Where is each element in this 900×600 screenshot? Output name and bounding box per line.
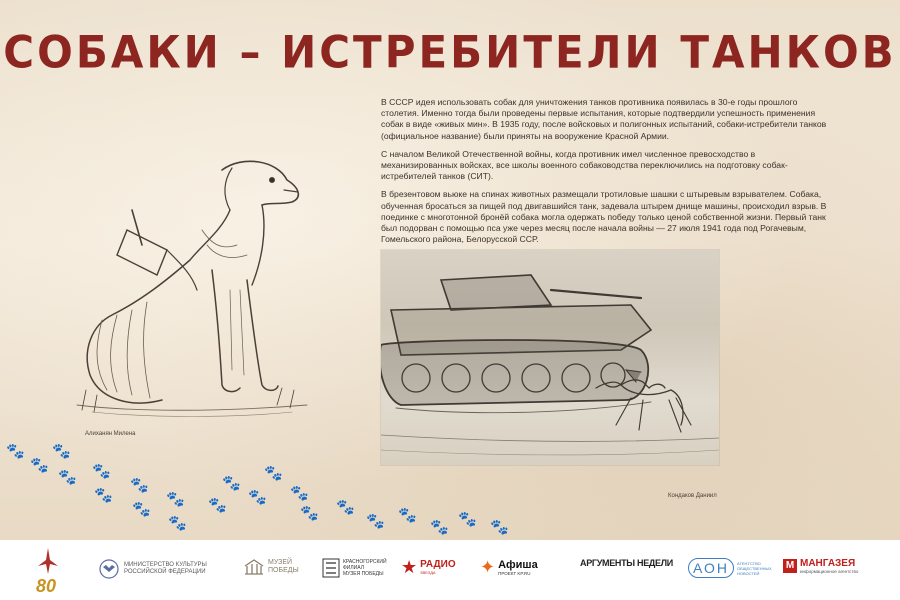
paw-print-icon: 🐾 xyxy=(168,515,187,532)
afisha-star-icon: ✦ xyxy=(480,557,496,577)
paw-print-icon: 🐾 xyxy=(248,489,267,506)
paw-print-icon: 🐾 xyxy=(58,469,77,486)
arguments-nedeli-logo xyxy=(580,558,673,568)
mangazeya-m-icon: M xyxy=(783,559,797,573)
paw-print-icon: 🐾 xyxy=(92,463,111,480)
krasnogorsk-line-2: ФИЛИАЛ xyxy=(343,565,364,571)
aon-agency-logo xyxy=(688,558,772,578)
museum-victory-logo xyxy=(243,558,299,576)
mangazeya-label: МАНГАЗЕЯ xyxy=(800,558,856,569)
arguments-label: АРГУМЕНТЫ НЕДЕЛИ xyxy=(580,558,673,568)
paw-print-icon: 🐾 xyxy=(130,477,149,494)
paw-print-icon: 🐾 xyxy=(264,465,283,482)
paw-print-icon: 🐾 xyxy=(222,475,241,492)
ministry-culture-logo xyxy=(98,558,207,580)
paw-print-icon: 🐾 xyxy=(430,519,449,536)
paw-print-icon: 🐾 xyxy=(366,513,385,530)
paw-print-icon: 🐾 xyxy=(336,499,355,516)
paragraph: В СССР идея использовать собак для уничтожения танков противника появилась в 30-е годы прошлого столетия. Именно тогда были проведены первые испытания, которые подтвердили успешность применения собак в виде «живых мин». В 1935 году, после войсковых и полигонных испытаний, собаки-истребители танков (официальное название) были приняты на вооружение Красной Армии. xyxy=(381,97,827,141)
tank-drawing-caption: Кондаков Даниил xyxy=(668,493,717,499)
victory-monument-icon xyxy=(30,546,66,576)
dog-drawing-caption: Алиханян Милена xyxy=(85,431,136,437)
krasnogorsk-emblem-icon xyxy=(322,558,340,578)
paw-print-icon: 🐾 xyxy=(458,511,477,528)
paw-prints-decoration xyxy=(0,430,520,540)
paragraph: В брезентовом вьюке на спинах животных размещали тротиловые шашки с штыревым взрывателем. Собака, обученная бросаться за пищей под двигавшийся танк, задевала штырем днище машины, происходил взрыв. В поединке с многотонной бронёй собака могла одержать победу только ценой собственной жизни. Первый танк был подорван с помощью пса уже через месяц после начала войны — 27 июля 1941 года под Рогачевым, Гомельского района, Белорусской ССР. xyxy=(381,189,827,245)
mangazeya-logo xyxy=(783,558,858,574)
krasnogorsk-branch-logo xyxy=(322,558,387,578)
radio-sub-label: ЗВЕЗДА xyxy=(420,570,436,575)
victory-80-logo xyxy=(30,546,66,596)
afisha-label: Афиша xyxy=(498,558,538,571)
poster-title: СОБАКИ – ИСТРЕБИТЕЛИ ТАНКОВ xyxy=(3,26,897,79)
paw-print-icon: 🐾 xyxy=(94,487,113,504)
paw-print-icon: 🐾 xyxy=(398,507,417,524)
paw-print-icon: 🐾 xyxy=(6,443,25,460)
paw-print-icon: 🐾 xyxy=(300,505,319,522)
krasnogorsk-line-1: КРАСНОГОРСКИЙ xyxy=(343,559,387,565)
article-text xyxy=(381,97,829,252)
ministry-line-1: МИНИСТЕРСТВО КУЛЬТУРЫ xyxy=(124,562,207,568)
paw-print-icon: 🐾 xyxy=(166,491,185,508)
radio-label: РАДИО xyxy=(420,559,456,570)
partners-footer xyxy=(0,540,900,600)
afisha-sub-label: ПРОЕКТ KP.RU xyxy=(498,570,531,576)
paw-print-icon: 🐾 xyxy=(208,497,227,514)
paw-print-icon: 🐾 xyxy=(132,501,151,518)
logo-80-number: 80 xyxy=(36,576,57,596)
radio-zvezda-logo xyxy=(401,558,456,576)
museum-icon xyxy=(243,558,265,576)
ministry-line-2: РОССИЙСКОЙ ФЕДЕРАЦИИ xyxy=(124,569,206,575)
aon-label: АОН xyxy=(688,558,734,578)
paw-print-icon: 🐾 xyxy=(290,485,309,502)
red-star-icon: ★ xyxy=(401,557,418,577)
aon-sub-line-3: НОВОСТЕЙ xyxy=(737,570,760,576)
museum-line-2: ПОБЕДЫ xyxy=(268,567,299,574)
afisha-logo xyxy=(480,558,538,576)
paw-print-icon: 🐾 xyxy=(490,519,509,536)
krasnogorsk-line-3: МУЗЕЯ ПОБЕДЫ xyxy=(343,571,384,577)
paw-print-icon: 🐾 xyxy=(30,457,49,474)
mangazeya-sub-label: информационное агентство xyxy=(800,569,859,574)
dog-drawing xyxy=(72,150,312,425)
paragraph: С началом Великой Отечественной войны, когда противник имел численное превосходство в механизированных войсках, все школы военного собаководства переключились на подготовку собак-истребителей танков (СИТ). xyxy=(381,148,788,182)
aon-sub-line-1: АГЕНТСТВО xyxy=(737,560,761,566)
paw-print-icon: 🐾 xyxy=(52,443,71,460)
eagle-emblem-icon xyxy=(98,558,120,580)
aon-sub-line-2: ОБЩЕСТВЕННЫХ xyxy=(737,565,772,571)
museum-line-1: МУЗЕЙ xyxy=(268,559,293,566)
